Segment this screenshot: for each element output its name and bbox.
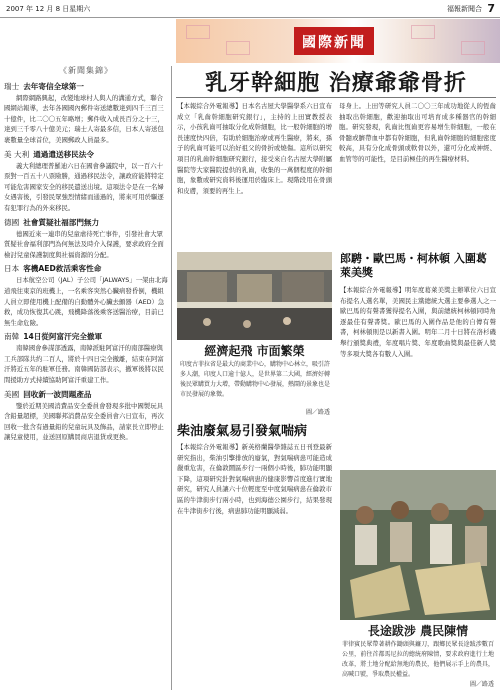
issue-date: 2007 年 12 月 8 日星期六 [6,5,91,13]
brief-country: 美 大利 [4,149,30,159]
flag-icon [186,25,210,39]
page-number: 7 [487,2,495,15]
brief-headline [4,81,168,93]
photo-credit-wrap [342,680,494,690]
brief-title: 通過遣送移民法令 [33,149,94,159]
brief-list [4,81,168,443]
brief-country: 美國 [4,389,20,399]
brief-body: 義大利總理普羅迪六日在國會參議院中，以一百六十票對一百五十八票險勝，通過移民法令，讓政府能將特定可能危害國家安全的移民遣送出境。這項法令是在一名婦女遇害後，引發民眾強烈情緒而通過的，將來可用於驅逐有犯罪行為的外來移民。 [4,161,164,212]
brief-headline [4,217,168,229]
photo-credit-wrap [180,408,330,418]
story-headline: 郎騁・歐巴馬・柯林頓 入圍葛萊美獎 [340,252,487,279]
flag-icon [461,41,485,55]
section-name: 福報新聞合 [447,5,482,13]
story-text: 【本報綜合外電報導】明年度葛萊美獎主辦單位六日宣布提名人選名單，美國民主黨總統大選主要參選人之一歐巴馬的有聲書獲得提名入圍，與前總統柯林頓同時角逐最佳有聲書獎。歐巴馬的入圍作品是他的自傳有聲書，柯林頓則是以新書入圍。明年二月十日將在洛杉磯舉行頒獎典禮，年度唱片獎、年度歌曲獎與最佳新人獎等多項大獎各有數人入圍。 [340,286,496,358]
headline-rule [176,97,496,98]
news-brief [4,331,168,385]
photo-credit: 圖／路透 [305,409,330,416]
brief-title: 社會質疑社福部門無力 [23,217,100,227]
brief-body: 南韓國會參謀部透露，南韓派駐阿富汗的南部醫療與工兵部隊共約二百人，將於十四日完全撤離，結束在阿富汗將近五年的駐軍任務。南韓國防部表示，撤軍後將以民間援助方式持續協助阿富汗重建工作。 [4,344,164,385]
column-heading: 《新聞集錦》 [59,66,113,75]
news-brief [4,217,168,261]
brief-body: 德國近來一連串的兒童虐待死亡事件，引發社會大眾質疑社會福利部門為何無法及時介入保護，要求政府全面檢討兒童保護制度與社福資源的分配。 [4,229,164,259]
mall-photo-image [177,252,332,340]
photo-caption-text: 印度古菲拉省是最大的商業中心，購物中心林立，吸引許多人潮，印度人口逾十億人，是世界第二大國，經濟好轉後民眾購買力大增，帶動購物中心發展，熱鬧的景象也是市民發展的象徵。 [180,361,330,398]
brief-title: 14日從阿富汗完全撤軍 [23,332,103,342]
farmers-photo-image [340,470,496,620]
news-brief [4,149,168,214]
brief-body: 網際網路興起，改變地球村人與人的溝通方式，聯合國網站報導，去年各國國內郵件寄送總數達到四千三百三十億件，比二〇〇五年略增；郵件收入成長百分之十三，達到三千零八十億美元；瑞士人寄最多信，日本人寄送包裹數量全球首位，美國郵政人員最多。 [4,93,164,144]
news-brief [4,263,168,328]
main-story-text: 【本報綜合外電報導】日本名古屋大學醫學系六日宣布成立「乳齒幹細胞研究銀行」，主持的上田實教授表示，小孩乳齒可抽取分化成幹細胞，比一般幹細胞的增長速度快四倍，有助於細胞治療或再生醫療，將來，孫子的乳齒可能可以治好祖父的骨折或燒傷。這所以研究項目的乳齒幹細胞研究銀行，接受來自名古屋大學附屬醫院等大家醫院提供的乳齒，收集的一萬個程度的幹細胞，象數或研究資料後運用於臨床上。現階段用在骨頭和皮膚，須要的再生上。 [177,102,332,195]
brief-headline [4,149,168,161]
brief-country: 日本 [4,264,20,274]
photo-caption-text: 菲律賓民眾帶著耕作鋤頭與鐮刀，跟鄉民眾長途跋涉數百公里，前往首都馬尼拉的總統府陳情，要求政府進行土地改革，將土地分配給無地的農民，他們展示手上的農具，高喊口號，爭取農民權益。 [342,641,494,678]
photo-caption [342,640,494,680]
story-headline: 柴油廢氣易引發氣喘病 [177,424,308,439]
flag-icon [411,25,435,39]
brief-headline [4,331,168,343]
photo-caption-title: 長途跋涉 農民陳情 [367,624,469,638]
photo-caption-title: 經濟起飛 市面繁榮 [204,344,305,358]
brief-title: 回收新一波問題產品 [23,389,92,399]
main-headline: 乳牙幹細胞 治療爺爺骨折 [205,70,467,96]
brief-body: 日本航空公司（JAL）子公司「JALWAYS」一架由北海道飛往東京的班機上，一名乘客突然心臟病發昏倒，機組人員立即使用機上配備的自動體外心臟去顫器（AED）急救，成功恢復其心跳，飛機降落後乘客送醫治療，目前已無生命危險。 [4,276,168,327]
main-story-text-continued: 母身上。上田等研究人員二〇〇三年成功地從人的恆齒抽取出幹細胞，歡迎抽取出可培育成多種器官的幹細胞。研究發現，乳齒比恆齒更容易增生幹細胞，一般在骨髓或臍帶血中都有幹細胞，但乳齒幹細胞的細胞密度較高，具有分化成骨頭或軟骨以外，還可分化成神經、血管等的可能性，是目前極佳的再生醫療材料。 [339,102,496,163]
section-banner [176,19,500,63]
brief-headline [4,389,168,401]
photo-caption [180,360,330,410]
banner-title-box [294,27,374,55]
page-header [0,0,500,18]
brief-body: 鑒於近期美國消費品安全委員會發現多批中國製玩具含鉛量超標，美國聯邦消費品安全委員會六日宣布，再次回收一批含有過量鉛的兒童玩具及飾品，請家長立即停止讓兒童使用，並送回原購買商店退貨或更換。 [4,401,164,442]
banner-title: 國際新聞 [302,35,366,51]
brief-title: 去年寄信全球第一 [23,81,84,91]
farmers-photo [340,470,496,620]
story-text: 【本報綜合外電報導】新英格蘭醫學雜誌五日刊登最新研究指出，柴油引擎排放的廢氣，對氣喘病患可能造成嚴重危害，在倫敦鬧區步行一兩個小時後，肺功能明顯下降，這項研究針對氣喘病患的健康影響首度進行實地研究，研究人員讓六十位輕度至中度氣喘病患在倫敦市區的牛津街步行兩小時，也到海德公園步行，結果發現在牛津街步行後，病患肺功能明顯減弱。 [177,443,332,515]
brief-title: 客機AED救活乘客性命 [23,264,102,274]
news-briefs-column [4,66,168,690]
news-brief [4,81,168,146]
brief-country: 南韓 [4,332,20,342]
brief-headline [4,263,168,275]
photo-credit: 圖／路透 [469,681,494,688]
header-rule [0,17,500,18]
flag-icon [226,41,250,55]
news-brief [4,389,168,443]
mall-photo [177,252,332,340]
brief-country: 瑞士 [4,81,20,91]
column-divider [171,66,172,690]
brief-country: 德國 [4,217,20,227]
